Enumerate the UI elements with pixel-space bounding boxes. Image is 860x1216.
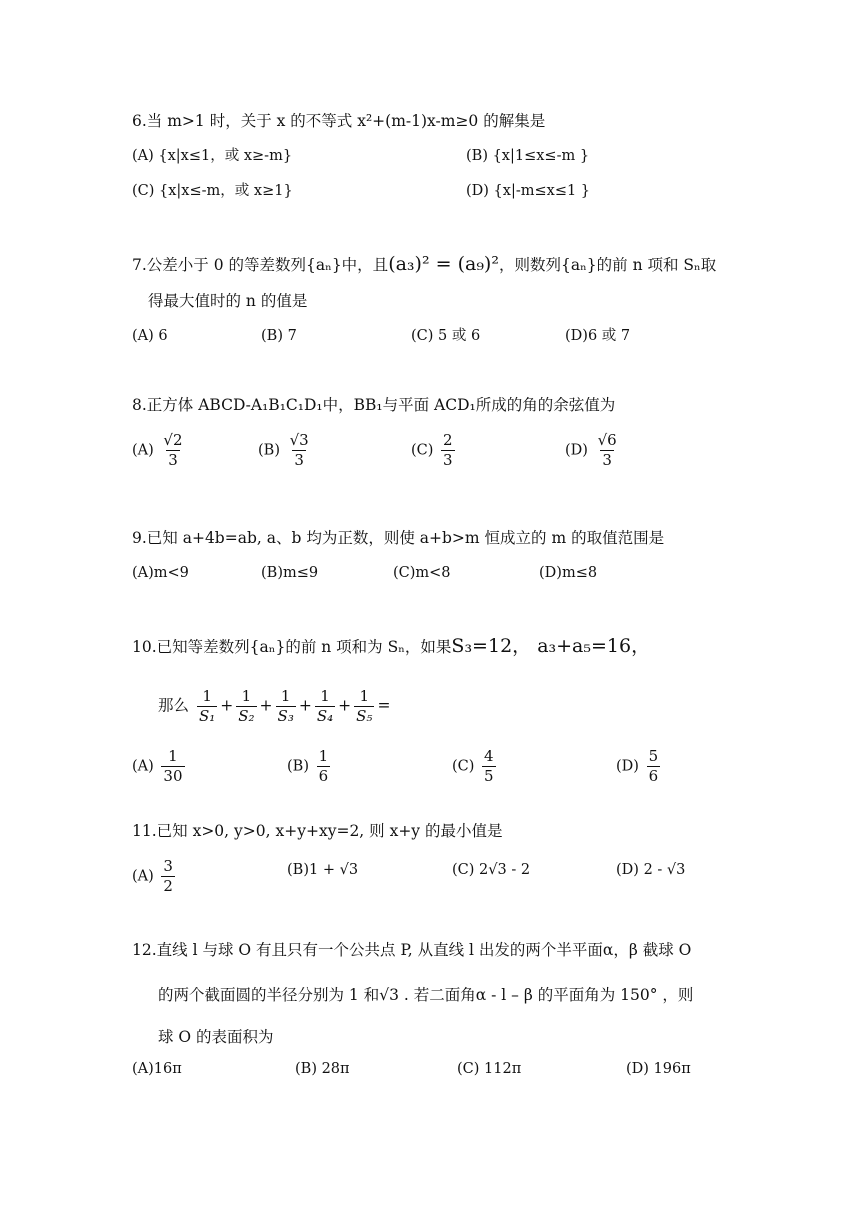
q11-option-d: (D) 2 - √3 — [616, 862, 686, 878]
q8-option-a: (A) $\frac{√2}{3}$ — [132, 431, 183, 469]
q11-option-b: (B)1 + √3 — [287, 862, 359, 878]
q9-option-c: (C)m<8 — [393, 565, 451, 581]
question-12-line-3: 球 O 的表面积为 — [158, 1028, 274, 1046]
q12-option-c: (C) 112π — [457, 1061, 522, 1077]
q6-option-a: (A) {x|x≤1，或 x≥-m} — [132, 148, 293, 164]
question-7-text-cont: 得最大值时的 n 的值是 — [148, 292, 308, 310]
q9-option-d: (D)m≤8 — [539, 565, 598, 581]
q11-option-a: (A) $\frac{3}{2}$ — [132, 857, 173, 895]
q8-option-d: (D) $\frac{√6}{3}$ — [565, 431, 617, 469]
q10-option-d: (D) $\frac{5}{6}$ — [616, 747, 659, 785]
q10-option-a: (A) $\frac{1}{30}$ — [132, 747, 183, 785]
question-8-text: 8.正方体 ABCD-A₁B₁C₁D₁中，BB₁与平面 ACD₁所成的角的余弦值为 — [132, 396, 616, 414]
q7-expression: (a₃)² = (a₉)² — [388, 253, 499, 275]
q12-option-d: (D) 196π — [626, 1061, 691, 1077]
q10-condition: S₃=12， a₃+a₅=16， — [451, 635, 651, 657]
q7-option-a: (A) 6 — [132, 328, 168, 344]
q6-option-c: (C) {x|x≤-m，或 x≥1} — [132, 183, 293, 199]
q11-option-c: (C) 2√3 - 2 — [452, 862, 531, 878]
q6-option-d: (D) {x|-m≤x≤1 } — [466, 183, 591, 199]
q10-option-c: (C) $\frac{4}{5}$ — [452, 747, 494, 785]
q7-text-b: ，则数列{aₙ}的前 n 项和 Sₙ取 — [498, 256, 717, 274]
question-7-text — [132, 254, 716, 275]
q10-text-a: 10.已知等差数列{aₙ}的前 n 项和为 Sₙ，如果 — [132, 638, 452, 656]
q8-option-c: (C) $\frac{2}{3}$ — [411, 431, 453, 469]
question-9-text: 9.已知 a+4b=ab, a、b 均为正数，则使 a+b>m 恒成立的 m 的取值范围是 — [132, 529, 665, 547]
question-11-text: 11.已知 x>0, y>0, x+y+xy=2, 则 x+y 的最小值是 — [132, 822, 503, 840]
question-6-text: 6.当 m>1 时，关于 x 的不等式 x²+(m-1)x-m≥0 的解集是 — [132, 112, 546, 130]
question-12-line-1: 12.直线 l 与球 O 有且只有一个公共点 P, 从直线 l 出发的两个半平面α，β 截球 O — [132, 941, 692, 959]
q7-option-d: (D)6 或 7 — [565, 328, 631, 344]
q9-option-a: (A)m<9 — [132, 565, 189, 581]
q12-option-a: (A)16π — [132, 1061, 182, 1077]
question-10-sum: 那么 $\frac{1}{\text{S₁}}$ + $\frac{1}{\text{S₂}}$ + $\frac{1}{\text{S₃}}$ + $\frac{1}{\text{S₄}}$ + $\frac{1}{\text{S₅}}$ = — [158, 687, 391, 725]
question-12-line-2: 的两个截面圆的半径分别为 1 和√3 . 若二面角α - l – β 的平面角为 150° ，则 — [158, 986, 694, 1004]
q8-option-b: (B) $\frac{√3}{3}$ — [258, 431, 309, 469]
q7-option-c: (C) 5 或 6 — [411, 328, 481, 344]
q7-text-a: 7.公差小于 0 的等差数列{aₙ}中，且 — [132, 256, 389, 274]
question-10-text — [132, 636, 650, 657]
q12-option-b: (B) 28π — [295, 1061, 350, 1077]
q6-option-b: (B) {x|1≤x≤-m } — [466, 148, 590, 164]
q7-option-b: (B) 7 — [261, 328, 297, 344]
q10-option-b: (B) $\frac{1}{6}$ — [287, 747, 329, 785]
q9-option-b: (B)m≤9 — [261, 565, 319, 581]
